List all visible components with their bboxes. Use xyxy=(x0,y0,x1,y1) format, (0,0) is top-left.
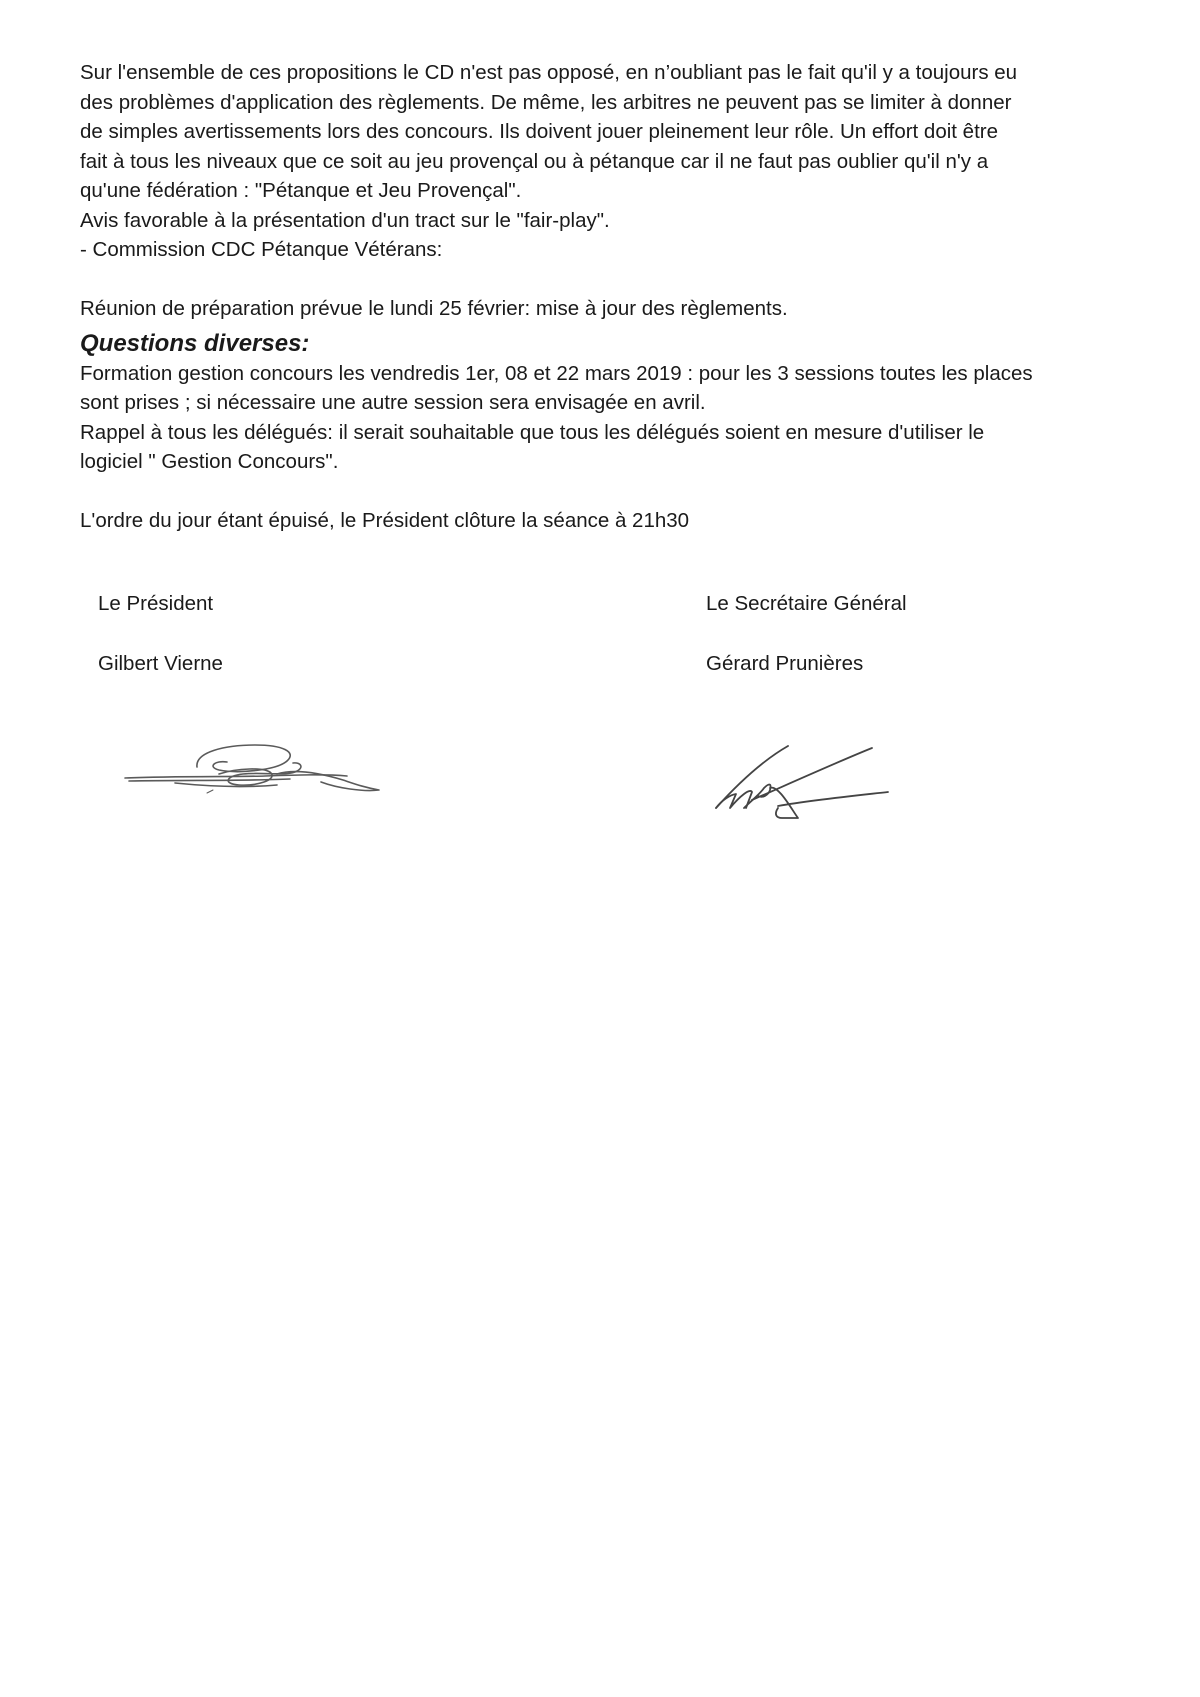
reunion-line: Réunion de préparation prévue le lundi 25 février: mise à jour des règlements. xyxy=(80,297,788,320)
avis-line: Avis favorable à la présentation d'un tract sur le "fair-play". xyxy=(80,208,610,232)
paragraph-line: qu'une fédération : "Pétanque et Jeu Provençal". xyxy=(80,179,522,202)
rappel-line: logiciel " Gestion Concours". xyxy=(80,450,339,473)
rappel-line: Rappel à tous les délégués: il serait souhaitable que tous les délégués soient en mesure d'utiliser le xyxy=(80,420,985,444)
president-title: Le Président xyxy=(98,592,214,615)
secretary-name: Gérard Prunières xyxy=(706,652,864,675)
paragraph-line: Sur l'ensemble de ces propositions le CD n'est pas opposé, en n’oubliant pas le fait qu'il y a toujours eu xyxy=(80,61,1018,84)
paragraph-line: de simples avertissements lors des concours. Ils doivent jouer pleinement leur rôle. Un effort doit être xyxy=(80,120,999,143)
blank-line xyxy=(80,477,1140,507)
questions-diverses-heading: Questions diverses: xyxy=(80,329,310,357)
president-name: Gilbert Vierne xyxy=(98,652,223,675)
paragraph-line: des problèmes d'application des règlements. De même, les arbitres ne peuvent pas se limiter à donner xyxy=(80,90,1012,114)
blank-line xyxy=(80,265,1140,295)
commission-line: - Commission CDC Pétanque Vétérans: xyxy=(80,238,443,261)
formation-line: Formation gestion concours les vendredis 1er, 08 et 22 mars 2019 : pour les 3 sessions toutes les places xyxy=(80,361,1033,385)
paragraph-line: fait à tous les niveaux que ce soit au jeu provençal ou à pétanque car il ne faut pas oublier qu'il n'y a xyxy=(80,149,989,173)
secretary-title: Le Secrétaire Général xyxy=(706,592,907,615)
secretary-signature xyxy=(712,738,902,828)
formation-line: sont prises ; si nécessaire une autre session sera envisagée en avril. xyxy=(80,391,706,414)
president-signature xyxy=(115,730,395,800)
cloture-line: L'ordre du jour étant épuisé, le Président clôture la séance à 21h30 xyxy=(80,509,690,532)
minutes-body xyxy=(80,58,1140,536)
